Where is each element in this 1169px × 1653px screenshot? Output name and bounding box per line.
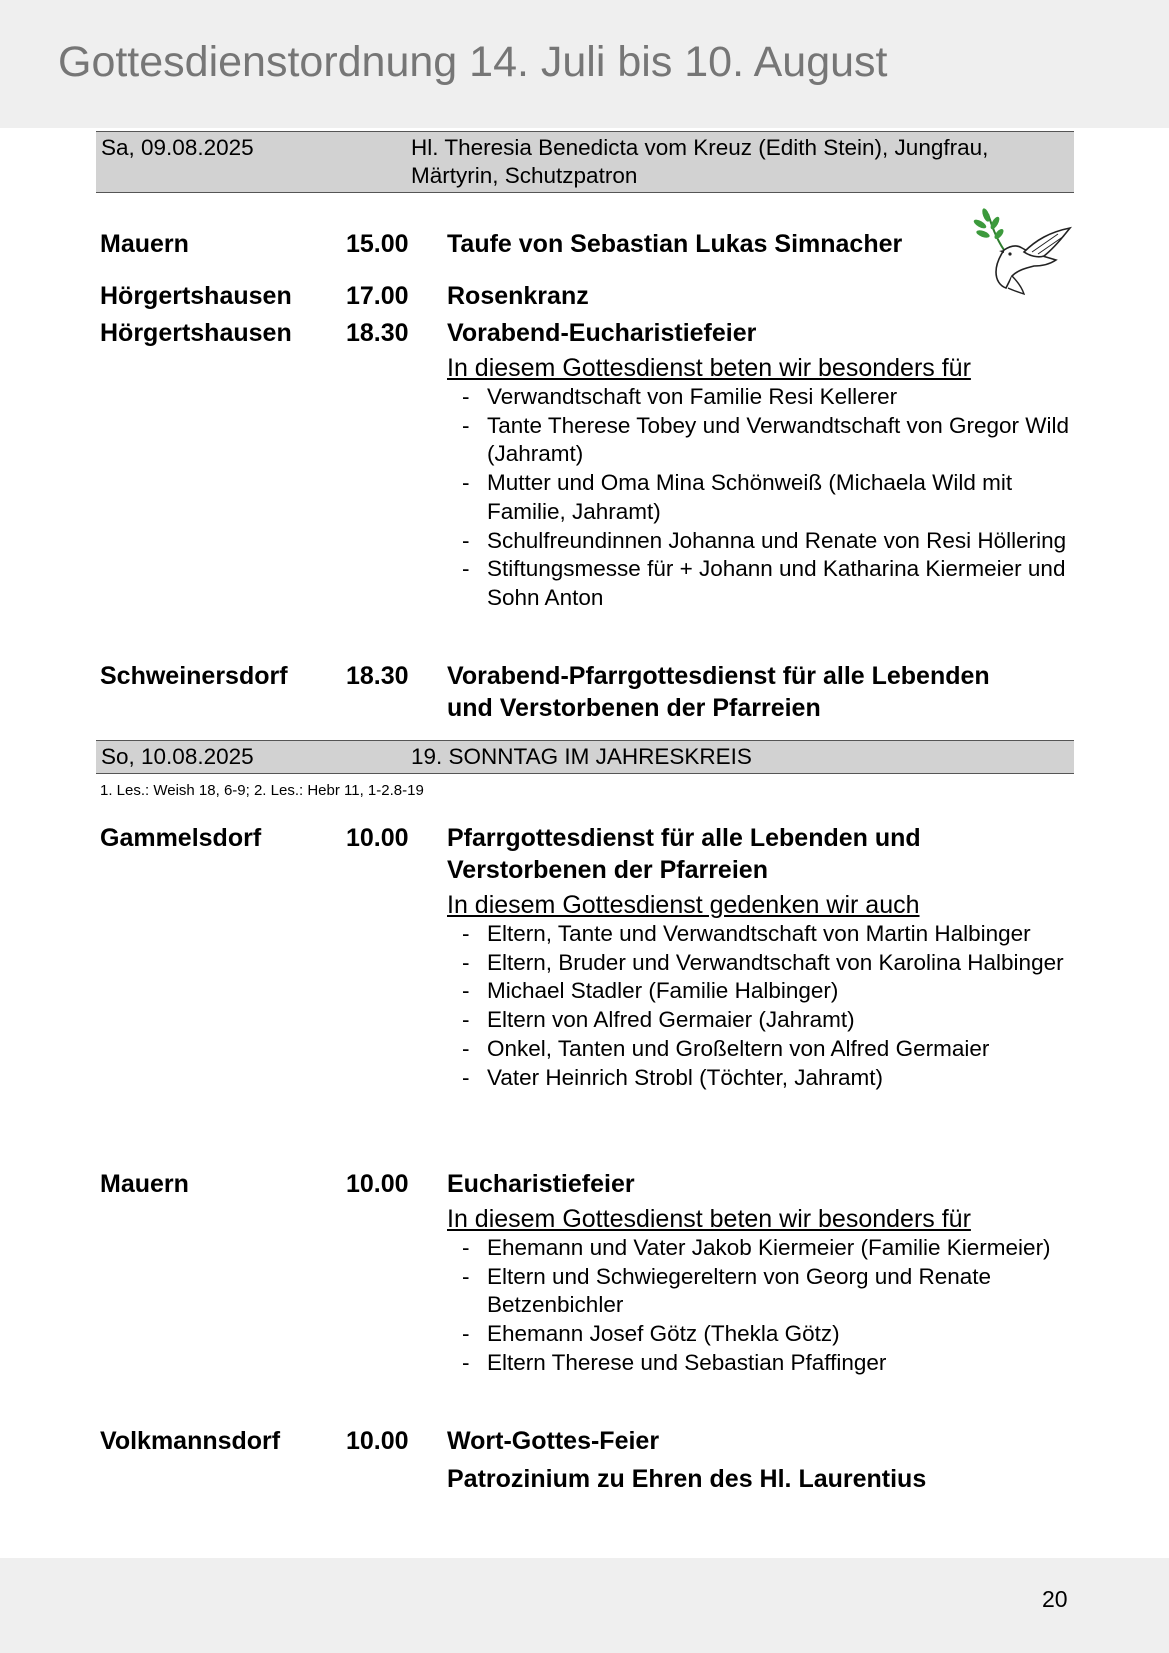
service-title: Vorabend-Eucharistiefeier [447, 319, 757, 347]
service-time: 15.00 [346, 230, 409, 258]
service-entry [96, 317, 1074, 613]
service-title: Rosenkranz [447, 282, 589, 310]
intentions-heading: In diesem Gottesdienst gedenken wir auch [447, 891, 920, 919]
intentions-heading: In diesem Gottesdienst beten wir besonders für [447, 354, 971, 382]
service-title [447, 660, 1074, 724]
service-title: Wort-Gottes-Feier [447, 1427, 660, 1455]
service-time: 18.30 [346, 319, 409, 347]
intention-item: - Eltern von Alfred Germaier (Jahramt) [462, 1006, 1074, 1035]
page-number: 20 [1042, 1586, 1068, 1612]
intention-item: - Verwandtschaft von Familie Resi Kellerer [462, 383, 1074, 412]
day-date: So, 10.08.2025 [101, 744, 254, 769]
day-date: Sa, 09.08.2025 [101, 135, 254, 160]
day-feast [411, 134, 1069, 190]
service-title-line: Vorabend-Pfarrgottesdienst für alle Lebenden [447, 662, 990, 690]
service-place: Schweinersdorf [100, 662, 288, 690]
service-entry [96, 822, 1074, 1092]
service-time: 17.00 [346, 282, 409, 310]
intention-item: - Stiftungsmesse für + Johann und Katharina Kiermeier und Sohn Anton [462, 555, 1074, 612]
intention-item: - Michael Stadler (Familie Halbinger) [462, 977, 1074, 1006]
service-time: 10.00 [346, 824, 409, 852]
intention-item: - Eltern und Schwiegereltern von Georg und Renate Betzenbichler [462, 1263, 1074, 1320]
service-place: Gammelsdorf [100, 824, 262, 852]
day-header-sunday [96, 740, 1074, 774]
service-title: Taufe von Sebastian Lukas Simnacher [447, 230, 903, 258]
service-entry [96, 660, 1074, 724]
service-time: 10.00 [346, 1427, 409, 1455]
page-title: Gottesdienstordnung 14. Juli bis 10. August [58, 38, 888, 86]
service-place: Mauern [100, 1170, 189, 1198]
readings-line: 1. Les.: Weish 18, 6-9; 2. Les.: Hebr 11, 1-2.8-19 [100, 782, 424, 799]
intentions-heading: In diesem Gottesdienst beten wir besonders für [447, 1205, 971, 1233]
service-title-line: Pfarrgottesdienst für alle Lebenden und [447, 824, 921, 852]
service-entry [96, 1168, 1074, 1378]
service-title: Eucharistiefeier [447, 1170, 635, 1198]
service-time: 10.00 [346, 1170, 409, 1198]
intention-item: - Onkel, Tanten und Großeltern von Alfred Germaier [462, 1035, 1074, 1064]
service-title-line: und Verstorbenen der Pfarreien [447, 694, 821, 722]
intention-item: - Eltern Therese und Sebastian Pfaffinger [462, 1349, 1074, 1378]
intention-item: - Schulfreundinnen Johanna und Renate von Resi Höllering [462, 527, 1074, 556]
feast-line: Märtyrin, Schutzpatron [411, 163, 638, 188]
service-time: 18.30 [346, 662, 409, 690]
footer-band [0, 1558, 1169, 1653]
intentions-list [462, 920, 1074, 1092]
service-entry [96, 280, 1074, 312]
intention-item: - Mutter und Oma Mina Schönweiß (Michaela Wild mit Familie, Jahramt) [462, 469, 1074, 526]
service-title [447, 822, 1074, 886]
service-place: Volkmannsdorf [100, 1427, 281, 1455]
intention-item: - Tante Therese Tobey und Verwandtschaft von Gregor Wild (Jahramt) [462, 412, 1074, 469]
service-entry [96, 1425, 1074, 1495]
intention-item: - Vater Heinrich Strobl (Töchter, Jahramt) [462, 1064, 1074, 1093]
service-title-line: Verstorbenen der Pfarreien [447, 856, 768, 884]
intention-item: - Eltern, Tante und Verwandtschaft von Martin Halbinger [462, 920, 1074, 949]
service-place: Hörgertshausen [100, 319, 292, 347]
day-header-saturday [96, 131, 1074, 193]
intention-item: - Ehemann und Vater Jakob Kiermeier (Familie Kiermeier) [462, 1234, 1074, 1263]
service-subtitle: Patrozinium zu Ehren des Hl. Laurentius [447, 1465, 927, 1493]
feast-line: Hl. Theresia Benedicta vom Kreuz (Edith Stein), Jungfrau, [411, 135, 989, 160]
intention-item: - Eltern, Bruder und Verwandtschaft von Karolina Halbinger [462, 949, 1074, 978]
intentions-list [462, 1234, 1074, 1378]
intention-item: - Ehemann Josef Götz (Thekla Götz) [462, 1320, 1074, 1349]
service-place: Mauern [100, 230, 189, 258]
service-place: Hörgertshausen [100, 282, 292, 310]
service-entry [96, 228, 1074, 260]
day-feast: 19. SONNTAG IM JAHRESKREIS [411, 744, 752, 769]
intentions-list [462, 383, 1074, 613]
